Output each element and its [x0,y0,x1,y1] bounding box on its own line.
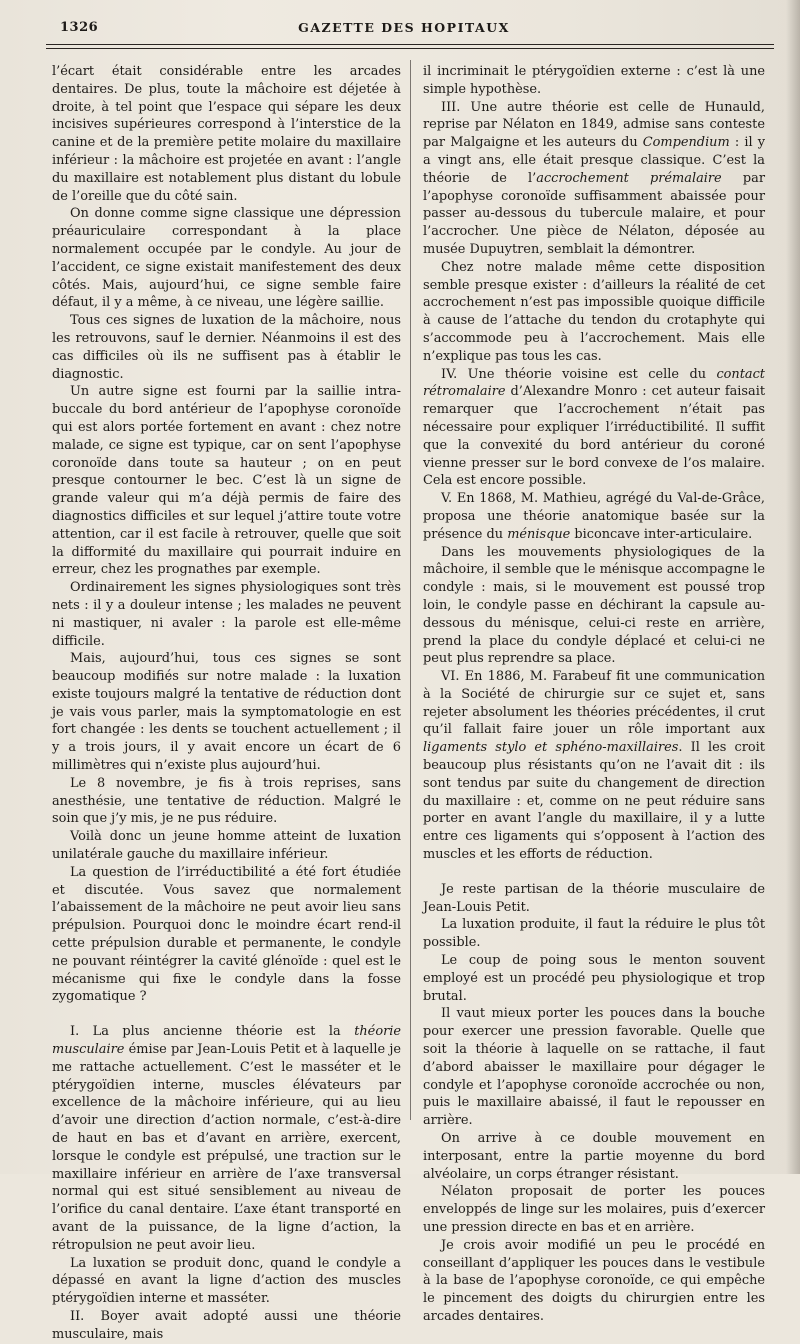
italic-term: ligaments stylo et sphéno-maxillaires [423,740,679,756]
paragraph: On donne comme signe classique une dépression préauriculaire correspondant à la place normalement occupée par le condyle. Au jour de l’accident, ce signe existait manifestement des deux côtés. Mais, aujourd’hui, ce signe semble faire défaut, il y a même, à ce niveau, une légère saillie. [52,206,401,311]
paragraph: Le 8 novembre, je fis à trois reprises, sans anesthésie, une tentative de réduction. Malgré le soin que j’y mis, je ne pus réduire. [52,775,401,827]
header-rule [46,44,774,45]
column-divider [410,60,411,1120]
paragraph: Le coup de poing sous le menton souvent employé est un procédé peu physiologique et trop brutal. [423,953,765,1004]
paragraph-theory-1: I. La plus ancienne théorie est la théorie musculaire émise par Jean-Louis Petit et à laquelle je me rattache actuellement. C’est le masséter et le ptérygoïdien interne, muscles élévateurs par excellence de la mâchoire inférieure, qui au lieu d’avoir une direction d’action normale, c’est-à-dire de haut en bas et d’avant en arrière, exercent, lorsque le condyle est prépulsé, une traction sur le maxillaire inférieur en arrière de l’axe transversal normal qui est situé sensiblement au niveau de l’orifice du canal dentaire. L’axe étant transporté en avant de la puissance, de la ligne d’action, la rétropulsion ne peut avoir lieu. [52,1024,401,1253]
paragraph: l’écart était considérable entre les arcades dentaires. De plus, toute la mâchoire est déjetée à droite, à tel point que l’espace qui sépare les deux incisives supérieures correspond à l’interstice de la canine et de la première petite molaire du maxillaire inférieur : la mâchoire est projetée en avant : l’angle du maxillaire est notablement plus distant du lobule de l’oreille que du côté sain. [52,64,401,204]
paragraph: Je reste partisan de la théorie musculaire de Jean-Louis Petit. [423,881,765,915]
paragraph: Mais, aujourd’hui, tous ces signes se sont beaucoup modifiés sur notre malade : la luxation existe toujours malgré la tentative de réduction dont je vais vous parler, mais la symptomatologie en est fort changée : les dents se touchent actuellement ; il y a trois jours, il y avait encore un écart de 6 millimètres qui n’existe plus aujourd’hui. [52,651,401,774]
paragraph: Je crois avoir modifié un peu le procédé en conseillant d’appliquer les pouces dans le vestibule à la base de l’apophyse coronoïde, ce qui empêche le pincement des doigts du chirurgien entre les arcades dentaires. [423,1237,765,1324]
paragraph: il incriminait le ptérygoïdien externe : c’est là une simple hypothèse. [423,64,765,97]
paragraph-theory-5: V. En 1868, M. Mathieu, agrégé du Val-de-Grâce, proposa une théorie anatomique basée sur la présence du ménisque biconcave inter-articulaire. [423,491,765,542]
paragraph-theory-3: III. Une autre théorie est celle de Hunauld, reprise par Nélaton en 1849, admise sans conteste par Malgaigne et les auteurs du Compendium : il y a vingt ans, elle était presque classique. C’est la théorie de l’accrochement prémalaire par l’apophyse coronoïde suffisamment abaissée pour passer au-dessous du tubercule malaire, et pour l’accrocher. Une pièce de Nélaton, déposée au musée Dupuytren, semblait la démontrer. [423,99,765,257]
paragraph: On arrive à ce double mouvement en interposant, entre la partie moyenne du bord alvéolaire, un corps étranger résistant. [423,1131,765,1182]
paragraph: Un autre signe est fourni par la saillie intra-buccale du bord antérieur de l’apophyse coronoïde qui est alors portée fortement en avant : chez notre malade, ce signe est typique, car on sent l’apophyse coronoïde dans toute sa hauteur ; on en peut presque contourner le bec. C’est là un signe de grande valeur qui m’a déjà permis de faire des diagnostics difficiles et sur lequel j’attire toute votre attention, car il est facile à retrouver, quelle que soit la difformité du maxillaire qui pourrait induire en erreur, chez les prognathes par exemple. [52,384,401,578]
paragraph: Tous ces signes de luxation de la mâchoire, nous les retrouvons, sauf le dernier. Néanmoins il est des cas difficiles où ils ne suffisent pas à établir le diagnostic. [52,313,401,382]
page-number: 1326 [60,20,99,35]
italic-term: Compendium [642,135,730,151]
paragraph: La luxation produite, il faut la réduire le plus tôt possible. [423,917,765,951]
italic-term: ménisque [507,526,571,542]
running-title: GAZETTE DES HOPITAUX [298,20,510,35]
page-header [46,20,762,44]
paragraph: II. Boyer avait adopté aussi une théorie musculaire, mais [52,1308,401,1342]
paragraph-theory-4: IV. Une théorie voisine est celle du contact rétromalaire d’Alexandre Monro : cet auteur faisait remarquer que l’accrochement n’était pas nécessaire pour expliquer l’irréductibilité. Il suffit que la convexité du bord antérieur du coroné vienne presser sur le bord convexe de l’os malaire. Cela est encore possible. [423,366,765,489]
italic-term: accrochement prémalaire [536,170,722,186]
paragraph-theory-6: VI. En 1886, M. Farabeuf fit une communication à la Société de chirurgie sur ce sujet et, sans rejeter absolument les théories précédentes, il crut qu’il fallait faire jouer un rôle important aux ligaments stylo et sphéno-maxillaires. Il les croit beaucoup plus résistants qu’on ne l’avait dit : ils sont tendus par suite du changement de direction du maxillaire : et, comme on ne peut réduire sans porter en avant l’angle du maxillaire, il y a lutte entre ces ligaments qui s’opposent à l’action des muscles et les efforts de réduction. [423,669,765,863]
paragraph: Voilà donc un jeune homme atteint de luxation unilatérale gauche du maxillaire inférieur. [52,829,401,863]
paragraph: Il vaut mieux porter les pouces dans la bouche pour exercer une pression favorable. Quelle que soit la théorie à laquelle on se rattache, il faut d’abord abaisser le maxillaire pour dégager le condyle et l’apophyse coronoïde accrochée ou non, puis le maxillaire abaissé, il faut le repousser en arrière. [423,1006,765,1129]
paragraph: La luxation se produit donc, quand le condyle a dépassé en avant la ligne d’action des muscles ptérygoïdien interne et masséter. [52,1255,401,1307]
page-edge-shadow [786,0,800,1174]
paragraph: Ordinairement les signes physiologiques sont très nets : il y a douleur intense ; les malades ne peuvent ni mastiquer, ni avaler : la parole est elle-même difficile. [52,580,401,649]
right-column [423,63,765,1326]
italic-term: contact rétromalaire [423,366,765,400]
header-rule-thin [46,48,774,49]
left-column [52,63,401,1344]
italic-term: théorie musculaire [52,1024,401,1058]
paragraph: Chez notre malade même cette disposition semble presque exister : d’ailleurs la réalité de cet accrochement n’est pas impossible quoique difficile à cause de l’attache du tendon du crotaphyte qui s’accommode peu à l’accrochement. Mais elle n’explique pas tous les cas. [423,259,765,364]
paragraph: Dans les mouvements physiologiques de la mâchoire, il semble que le ménisque accompagne le condyle : mais, si le mouvement est poussé trop loin, le condyle passe en déchirant la capsule au-dessous du ménisque, celui-ci reste en arrière, prend la place du condyle déplacé et celui-ci ne peut plus reprendre sa place. [423,544,765,667]
paragraph: La question de l’irréductibilité a été fort étudiée et discutée. Vous savez que normalement l’abaissement de la mâchoire ne peut avoir lieu sans prépulsion. Pourquoi donc le moindre écart rend-il cette prépulsion durable et permanente, le condyle ne pouvant réintégrer la cavité glénoïde : quel est le mécanisme qui fixe le condyle dans la fosse zygomatique ? [52,864,401,1005]
paragraph: Nélaton proposait de porter les pouces enveloppés de linge sur les molaires, puis d’exercer une pression directe en bas et en arrière. [423,1184,765,1235]
